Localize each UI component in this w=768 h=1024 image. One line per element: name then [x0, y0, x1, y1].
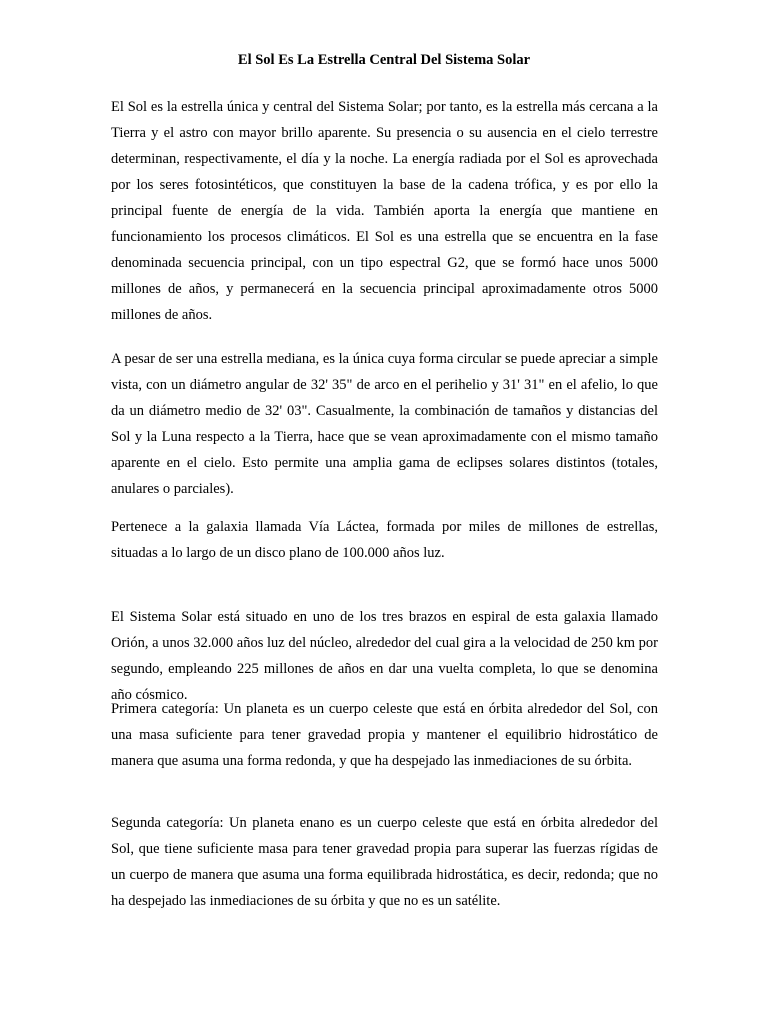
paragraph-5: Primera categoría: Un planeta es un cuerpo celeste que está en órbita alrededor del Sol, con una masa suficiente para tener gravedad propia y mantener el equilibrio hidrostático de manera que asuma una forma redonda, y que ha despejado las inmediaciones de su órbita. — [111, 701, 658, 769]
paragraph-3: Pertenece a la galaxia llamada Vía Láctea, formada por miles de millones de estrellas, situadas a lo largo de un disco plano de 100.000 años luz. — [111, 519, 658, 561]
document-title: El Sol Es La Estrella Central Del Sistema Solar — [237, 52, 531, 68]
paragraph-2: A pesar de ser una estrella mediana, es la única cuya forma circular se puede apreciar a simple vista, con un diámetro angular de 32' 35" de arco en el perihelio y 31' 31" en el afelio, lo que da un diámetro medio de 32' 03". Casualmente, la combinación de tamaños y distancias del Sol y la Luna respecto a la Tierra, hace que se vean aproximadamente con el mismo tamaño aparente en el cielo. Esto permite una amplia gama de eclipses solares distintos (totales, anulares o parciales). — [111, 351, 658, 497]
paragraph-6: Segunda categoría: Un planeta enano es un cuerpo celeste que está en órbita alrededor del Sol, que tiene suficiente masa para tener gravedad propia para superar las fuerzas rígidas de un cuerpo de manera que asuma una forma equilibrada hidrostática, es decir, redonda; que no ha despejado las inmediaciones de su órbita y que no es un satélite. — [111, 815, 658, 909]
paragraph-1: El Sol es la estrella única y central del Sistema Solar; por tanto, es la estrella más cercana a la Tierra y el astro con mayor brillo aparente. Su presencia o su ausencia en el cielo terrestre determinan, respectivamente, el día y la noche. La energía radiada por el Sol es aprovechada por los seres fotosintéticos, que constituyen la base de la cadena trófica, y es por ello la principal fuente de energía de la vida. También aporta la energía que mantiene en funcionamiento los procesos climáticos. El Sol es una estrella que se encuentra en la fase denominada secuencia principal, con un tipo espectral G2, que se formó hace unos 5000 millones de años, y permanecerá en la secuencia principal aproximadamente otros 5000 millones de años. — [111, 99, 658, 323]
paragraph-4: El Sistema Solar está situado en uno de los tres brazos en espiral de esta galaxia llamado Orión, a unos 32.000 años luz del núcleo, alrededor del cual gira a la velocidad de 250 km por segundo, empleando 225 millones de años en dar una vuelta completa, lo que se denomina año cósmico. — [111, 609, 658, 703]
